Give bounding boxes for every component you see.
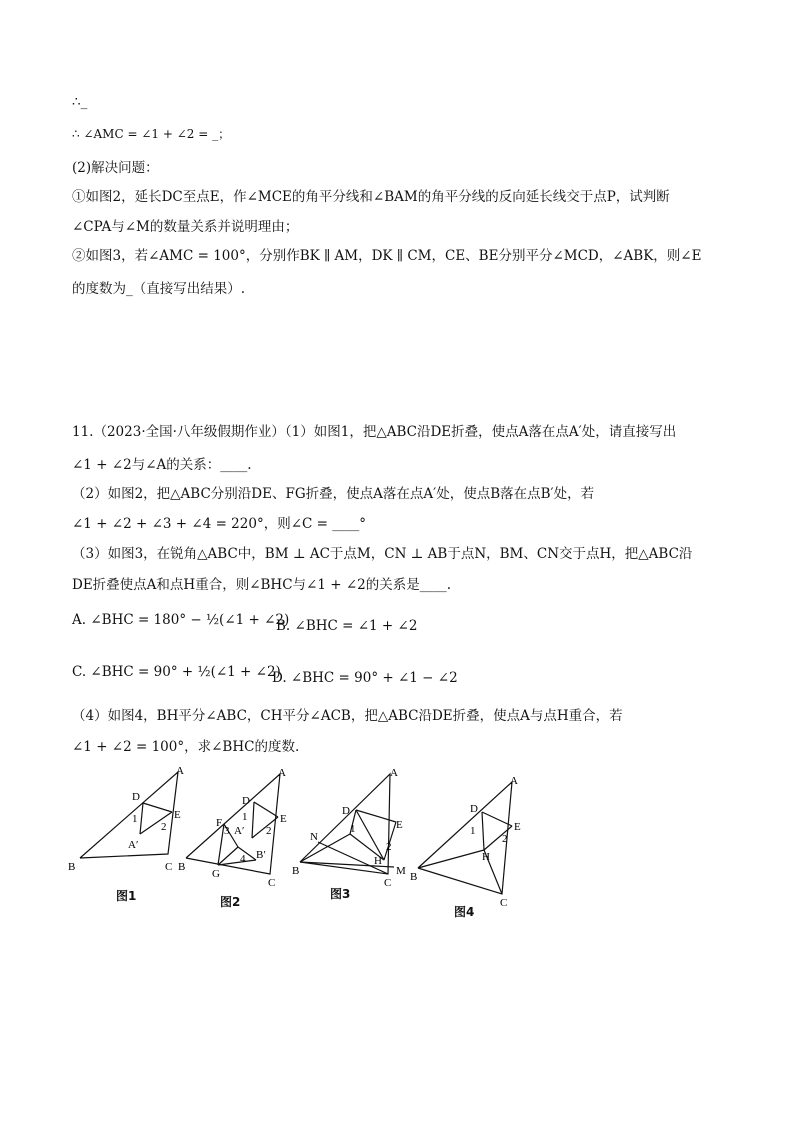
fig3-label-c: C (384, 877, 392, 889)
figure-3 (290, 762, 420, 889)
text-line-therefore: ∴_ (72, 94, 88, 110)
figure-1-caption: 图1 (116, 889, 137, 903)
fig1-label-a: A (176, 765, 184, 777)
fig3-label-h: H (374, 855, 382, 867)
fig2-label-e: E (280, 813, 287, 825)
fig4-label-a: A (510, 775, 518, 787)
text-line-p11-2: （2）如图2，把△ABC分别沿DE、FG折叠，使点A落在点A′处，使点B落在点B′处，若 (72, 486, 595, 502)
fig2-label-3: 3 (224, 825, 230, 837)
text-line-p11-1: ∠1 + ∠2与∠A的关系：____. (72, 457, 252, 473)
fig3-label-a: A (390, 767, 398, 779)
figure-4-caption: 图4 (454, 905, 475, 919)
fig1-label-e: E (174, 809, 181, 821)
text-line-p11-2-cont: ∠1 + ∠2 + ∠3 + ∠4 = 220°，则∠C = ____° (72, 516, 366, 532)
fig3-label-n: N (310, 831, 318, 843)
fig3-label-m: M (396, 865, 406, 877)
fig2-label-2: 2 (266, 825, 272, 837)
figure-2 (176, 762, 296, 889)
fig2-label-d: D (242, 795, 250, 807)
fig4-label-c: C (500, 897, 508, 909)
fig4-label-1: 1 (470, 825, 476, 837)
fig2-label-aprime: A′ (234, 825, 245, 837)
option-d: D. ∠BHC = 90° + ∠1 − ∠2 (272, 670, 458, 686)
option-a: A. ∠BHC = 180° − ½(∠1 + ∠2) (72, 612, 290, 628)
text-line-angle-amc: ∴ ∠AMC = ∠1 + ∠2 = _； (72, 127, 231, 141)
text-line-q2: ②如图3，若∠AMC = 100°，分别作BK ∥ AM，DK ∥ CM，CE、BE分别平分∠MCD，∠ABK，则∠E (72, 248, 702, 264)
text-line-part2-heading: (2)解决问题： (72, 160, 159, 176)
text-line-q2-cont: 的度数为_（直接写出结果）. (72, 281, 246, 297)
fig1-label-d: D (132, 791, 140, 803)
fig3-label-e: E (396, 819, 403, 831)
text-line-p11-4-cont: ∠1 + ∠2 = 100°，求∠BHC的度数. (72, 739, 300, 755)
figure-4 (410, 768, 536, 909)
figure-2-caption: 图2 (220, 895, 241, 909)
text-line-q1-cont: ∠CPA与∠M的数量关系并说明理由； (72, 219, 299, 235)
fig4-label-h: H (482, 851, 490, 863)
fig2-label-bprime: B′ (256, 849, 266, 861)
fig2-label-1: 1 (242, 811, 248, 823)
fig2-label-g: G (212, 868, 220, 880)
fig2-label-b: B (178, 861, 186, 873)
option-c: C. ∠BHC = 90° + ½(∠1 + ∠2) (72, 664, 281, 680)
fig3-label-d: D (342, 805, 350, 817)
fig4-label-d: D (470, 803, 478, 815)
fig3-label-b: B (292, 865, 300, 877)
fig2-label-c: C (268, 877, 276, 889)
fig3-label-1: 1 (350, 823, 356, 835)
figure-3-caption: 图3 (330, 887, 351, 901)
option-b: B. ∠BHC = ∠1 + ∠2 (276, 618, 418, 634)
text-line-p11-4: （4）如图4，BH平分∠ABC，CH平分∠ACB，把△ABC沿DE折叠，使点A与点H重合，若 (72, 708, 623, 724)
fig2-label-f: F (216, 817, 223, 829)
fig4-label-2: 2 (502, 833, 508, 845)
fig1-label-aprime: A′ (128, 839, 139, 851)
fig2-label-a: A (278, 767, 286, 779)
text-line-p11-3-cont: DE折叠使点A和点H重合，则∠BHC与∠1 + ∠2的关系是____. (72, 577, 452, 593)
fig2-label-4: 4 (240, 853, 246, 865)
fig1-label-c: C (165, 861, 173, 873)
text-line-p11-3: （3）如图3，在锐角△ABC中，BM ⊥ AC于点M，CN ⊥ AB于点N，BM、CN交于点H，把△ABC沿 (72, 546, 693, 562)
fig4-label-b: B (410, 871, 418, 883)
fig3-label-2: 2 (386, 841, 392, 853)
fig1-label-2: 2 (161, 821, 167, 833)
fig4-label-e: E (514, 821, 521, 833)
text-line-q1: ①如图2，延长DC至点E，作∠MCE的角平分线和∠BAM的角平分线的反向延长线交于点P，试判断 (72, 189, 670, 205)
text-line-problem11: 11.（2023·全国·八年级假期作业）（1）如图1，把△ABC沿DE折叠，使点A落在点A′处，请直接写出 (72, 424, 677, 440)
fig1-label-b: B (68, 861, 76, 873)
fig1-label-1: 1 (132, 813, 138, 825)
